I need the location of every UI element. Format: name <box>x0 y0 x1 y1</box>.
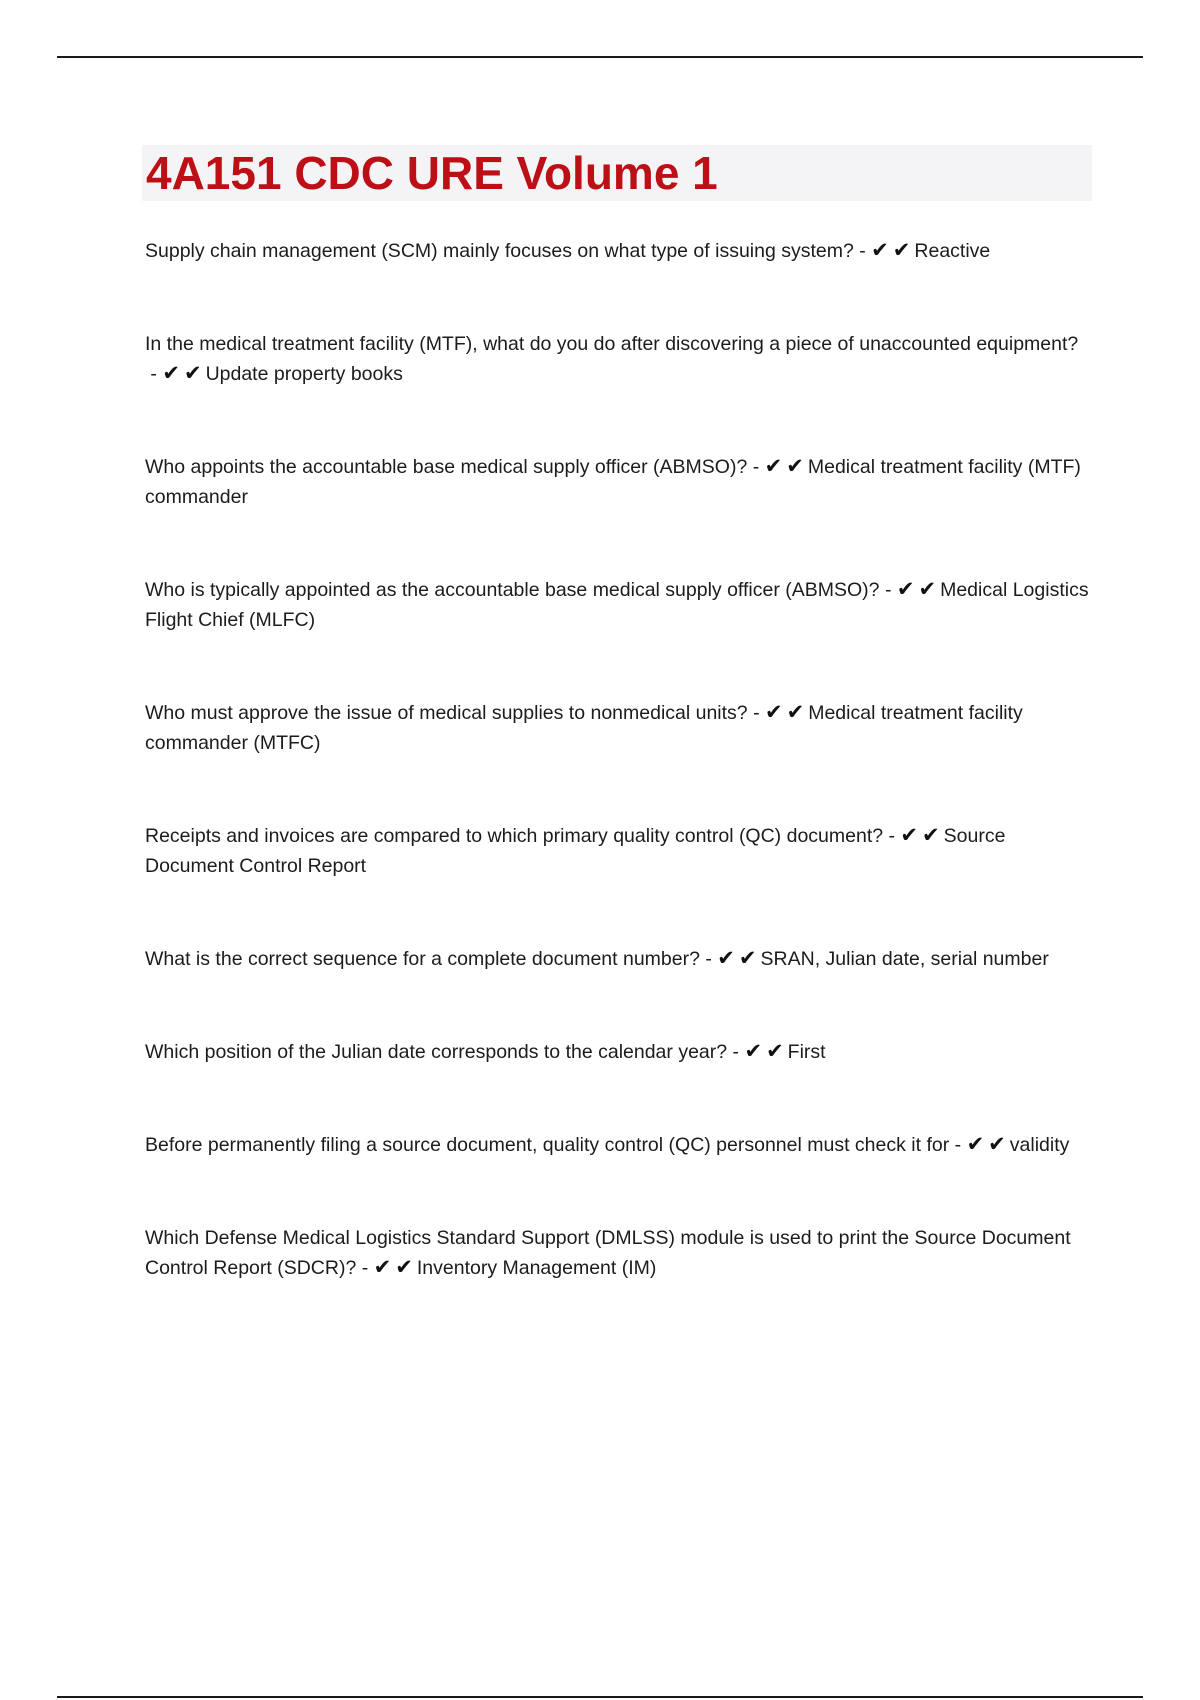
checkmark-icon: ✔ <box>183 361 202 385</box>
answer-text: Reactive <box>914 240 991 262</box>
qa-item <box>145 1037 1090 1067</box>
checkmark-icon: ✔ <box>892 238 911 262</box>
answer-text: Inventory Management (IM) <box>416 1257 657 1279</box>
separator: - <box>356 1257 374 1279</box>
checkmark-icon: ✔ <box>786 700 805 724</box>
question-text: Supply chain management (SCM) mainly focuses on what type of issuing system? <box>145 240 854 262</box>
answer-text: Medical treatment facility (MTF) commander <box>145 456 1081 508</box>
answer-text: Medical treatment facility commander (MTFC) <box>145 702 1023 754</box>
question-text: What is the correct sequence for a complete document number? <box>145 948 700 970</box>
checkmark-icon: ✔ <box>738 946 757 970</box>
answer-text: SRAN, Julian date, serial number <box>760 948 1049 970</box>
top-rule <box>57 56 1143 58</box>
question-text: Who appoints the accountable base medical supply officer (ABMSO)? <box>145 456 748 478</box>
question-text: Before permanently filing a source document, quality control (QC) personnel must check it for <box>145 1134 950 1156</box>
separator: - <box>699 948 718 970</box>
qa-item <box>145 452 1090 512</box>
answer-text: Source Document Control Report <box>145 825 1006 877</box>
qa-item <box>145 575 1090 635</box>
qa-item <box>145 944 1090 974</box>
checkmark-icon: ✔ <box>871 238 889 262</box>
question-text: In the medical treatment facility (MTF), what do you do after discovering a piece of unaccounted equipment? <box>145 333 1079 355</box>
separator: - <box>747 702 765 724</box>
qa-item <box>145 329 1090 389</box>
question-text: Who is typically appointed as the accountable base medical supply officer (ABMSO)? <box>145 579 880 601</box>
checkmark-icon: ✔ <box>373 1255 392 1279</box>
separator: - <box>879 579 897 601</box>
checkmark-icon: ✔ <box>918 577 937 601</box>
checkmark-icon: ✔ <box>896 577 915 601</box>
separator: - <box>949 1134 967 1156</box>
checkmark-icon: ✔ <box>966 1132 985 1156</box>
qa-item <box>145 1223 1090 1283</box>
separator: - <box>883 825 901 847</box>
answer-text: Medical Logistics Flight Chief (MLFC) <box>145 579 1089 631</box>
checkmark-icon: ✔ <box>717 946 735 970</box>
answer-text: First <box>787 1041 826 1063</box>
checkmark-icon: ✔ <box>922 823 940 847</box>
question-text: Which Defense Medical Logistics Standard Support (DMLSS) module is used to print the Source Document Control Report (SDCR)? <box>145 1227 1071 1279</box>
checkmark-icon: ✔ <box>766 1039 784 1063</box>
qa-list <box>145 236 1090 1346</box>
answer-text: Update property books <box>205 363 403 385</box>
separator: - <box>747 456 765 478</box>
qa-item <box>145 821 1090 881</box>
document-title: 4A151 CDC URE Volume 1 <box>146 147 718 199</box>
checkmark-icon: ✔ <box>162 361 180 385</box>
question-text: Which position of the Julian date corresponds to the calendar year? <box>145 1041 728 1063</box>
checkmark-icon: ✔ <box>395 1255 413 1279</box>
question-text: Receipts and invoices are compared to which primary quality control (QC) document? <box>145 825 884 847</box>
answer-text: validity <box>1009 1134 1070 1156</box>
checkmark-icon: ✔ <box>900 823 919 847</box>
checkmark-icon: ✔ <box>786 454 804 478</box>
checkmark-icon: ✔ <box>988 1132 1006 1156</box>
qa-item <box>145 236 1090 266</box>
separator: - <box>727 1041 745 1063</box>
qa-item <box>145 1130 1090 1160</box>
checkmark-icon: ✔ <box>765 700 783 724</box>
qa-item <box>145 698 1090 758</box>
checkmark-icon: ✔ <box>744 1039 763 1063</box>
separator: - <box>145 363 163 385</box>
bottom-rule <box>57 1696 1143 1698</box>
separator: - <box>853 240 872 262</box>
question-text: Who must approve the issue of medical supplies to nonmedical units? <box>145 702 748 724</box>
checkmark-icon: ✔ <box>764 454 783 478</box>
